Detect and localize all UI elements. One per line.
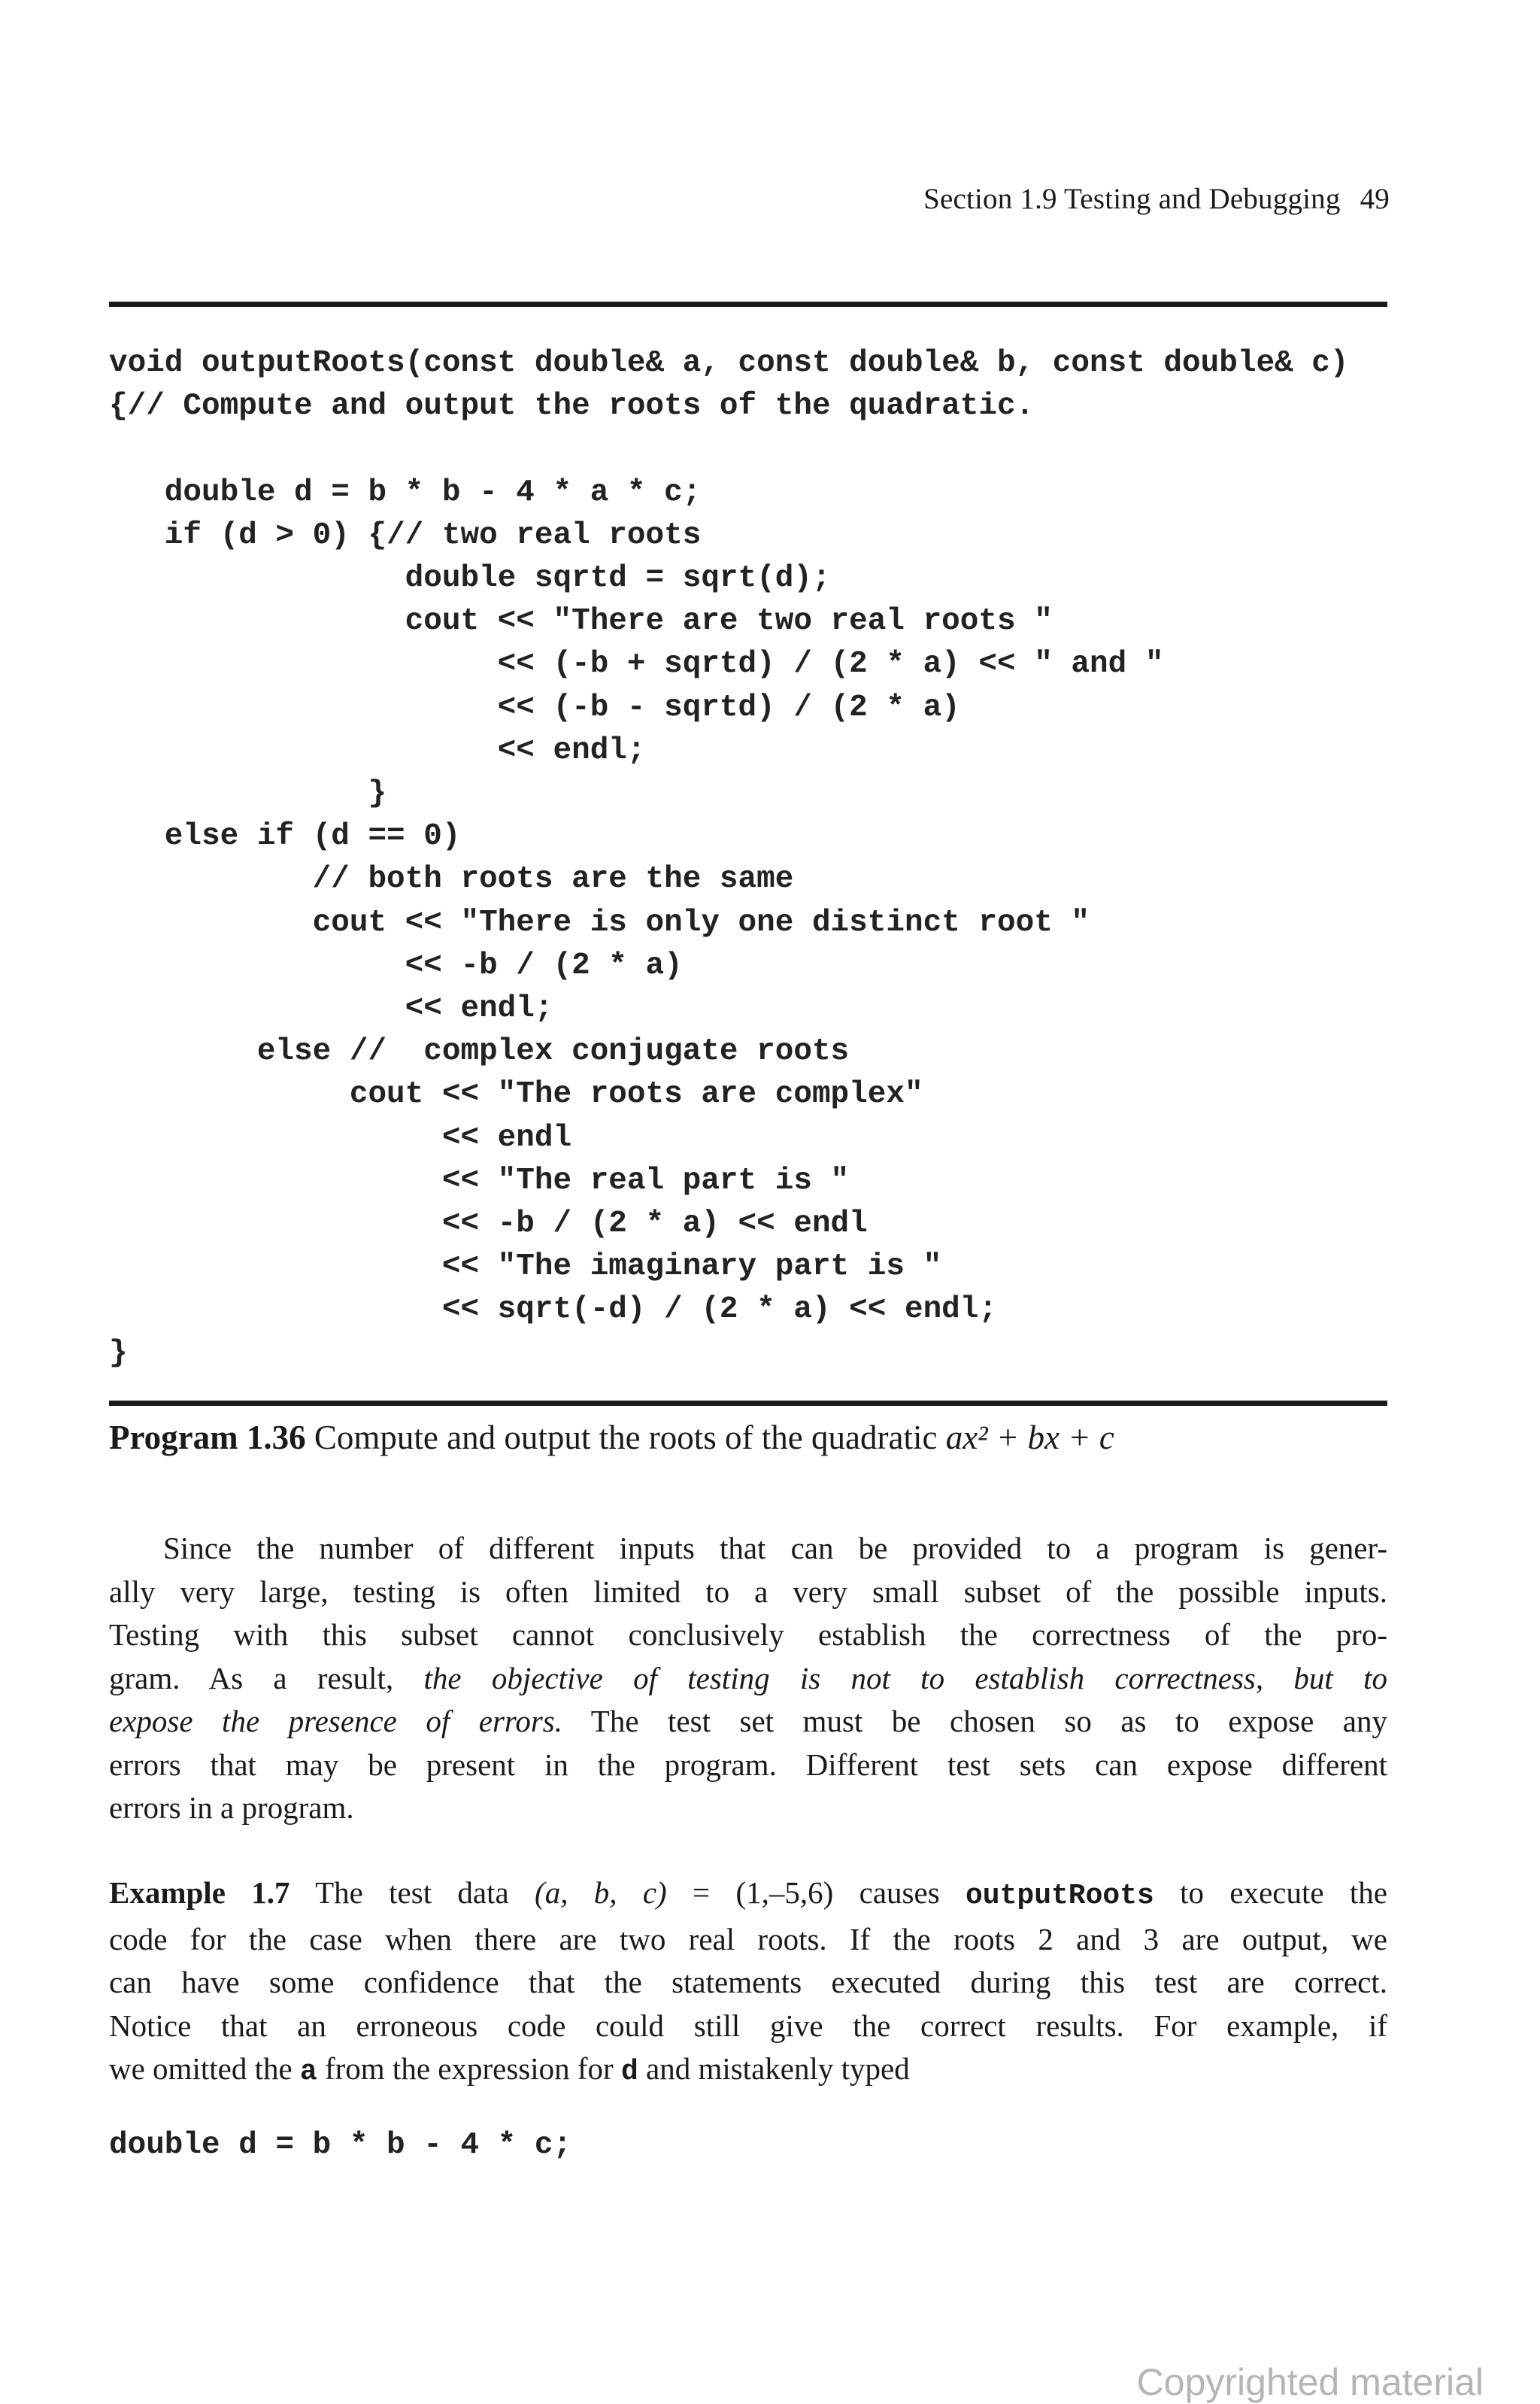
code-line: cout << "The roots are complex" xyxy=(109,1077,923,1112)
paragraph-line: code for the case when there are two real roots. If the roots 2 and 3 are output, we xyxy=(109,1921,1387,1956)
paragraph-line: Since the number of different inputs that can be provided to a program is gener- xyxy=(163,1531,1387,1565)
code-line: {// Compute and output the roots of the quadratic. xyxy=(109,389,1035,424)
code-line: if (d > 0) {// two real roots xyxy=(109,518,702,553)
code-line: << -b / (2 * a) xyxy=(109,948,683,983)
text-run: to execute the xyxy=(1153,1875,1387,1910)
copyright-watermark: Copyrighted material xyxy=(1136,2361,1484,2403)
caption-formula: ax² + bx + c xyxy=(945,1419,1114,1456)
inline-code: outputRoots xyxy=(965,1880,1154,1912)
text-run: we omitted the xyxy=(109,2051,300,2086)
emphasis-text: the objective of testing is not to establish correctness, but to xyxy=(423,1660,1387,1695)
code-line: << (-b - sqrtd) / (2 * a) xyxy=(109,690,960,725)
code-line xyxy=(109,428,1348,471)
program-bottom-rule xyxy=(109,1401,1387,1406)
code-line: cout << "There is only one distinct root " xyxy=(109,905,1090,940)
program-top-rule xyxy=(109,302,1387,307)
section-title: Section 1.9 Testing and Debugging xyxy=(923,183,1341,215)
paragraph-line: Testing with this subset cannot conclusively establish the correctness of the pro- xyxy=(109,1617,1387,1652)
text-run: The test data xyxy=(290,1875,535,1910)
example-paragraph xyxy=(109,1871,1387,2094)
paragraph-line: ally very large, testing is often limited to a very small subset of the possible inputs. xyxy=(109,1574,1387,1609)
text-run: gram. As a result, xyxy=(109,1660,424,1695)
code-line: << sqrt(-d) / (2 * a) << endl; xyxy=(109,1292,997,1328)
text-run: The test set must be chosen so as to expose any xyxy=(562,1704,1387,1738)
caption-label: Program 1.36 xyxy=(109,1419,306,1456)
code-line: << -b / (2 * a) << endl xyxy=(109,1207,868,1242)
paragraph-line: can have some confidence that the statements executed during this test are correct. xyxy=(109,1965,1387,1999)
running-header xyxy=(923,182,1390,216)
code-line: else if (d == 0) xyxy=(109,819,461,854)
code-line: << endl xyxy=(109,1120,572,1155)
code-line: << endl; xyxy=(109,733,646,768)
paragraph-line: errors in a program. xyxy=(109,1790,354,1825)
code-line: << endl; xyxy=(109,991,553,1027)
paragraph-line xyxy=(109,1871,1387,1918)
paragraph-line xyxy=(109,1700,1387,1744)
caption-text: Compute and output the roots of the quadratic xyxy=(314,1419,938,1456)
code-line: cout << "There are two real roots " xyxy=(109,604,1053,639)
text-run: from the expression for xyxy=(317,2051,621,2086)
text-run: and mistakenly typed xyxy=(638,2051,910,2086)
paragraph-line xyxy=(109,2047,1387,2094)
inline-code: a xyxy=(299,2056,317,2088)
example-label: Example 1.7 xyxy=(109,1875,290,1910)
code-line: << (-b + sqrtd) / (2 * a) << " and " xyxy=(109,647,1164,682)
page-number: 49 xyxy=(1360,183,1390,215)
program-caption xyxy=(109,1418,1114,1457)
code-line: << "The imaginary part is " xyxy=(109,1249,942,1285)
paragraph-line: errors that may be present in the program. Different test sets can expose different xyxy=(109,1747,1387,1782)
program-code-listing xyxy=(109,342,1348,1375)
code-line: else // complex conjugate roots xyxy=(109,1034,850,1070)
inline-code: d xyxy=(620,2056,638,2088)
math-text: (a, b, c) xyxy=(535,1875,667,1910)
emphasis-text: expose the presence of errors. xyxy=(109,1704,563,1738)
code-line: // both roots are the same xyxy=(109,862,794,897)
text-run: = (1,–5,6) causes xyxy=(666,1875,966,1910)
paragraph-line: Notice that an erroneous code could still give the correct results. For example, if xyxy=(109,2008,1387,2043)
code-line: double d = b * b - 4 * a * c; xyxy=(109,475,702,510)
code-line: double sqrtd = sqrt(d); xyxy=(109,561,831,596)
code-line: } xyxy=(109,1335,128,1370)
paragraph-line xyxy=(109,1657,1387,1701)
code-line: << "The real part is " xyxy=(109,1163,850,1198)
code-line: } xyxy=(109,776,387,812)
code-line: void outputRoots(const double& a, const double& b, const double& c) xyxy=(109,346,1349,381)
body-paragraph xyxy=(109,1527,1387,1830)
code-snippet: double d = b * b - 4 * c; xyxy=(109,2128,572,2163)
